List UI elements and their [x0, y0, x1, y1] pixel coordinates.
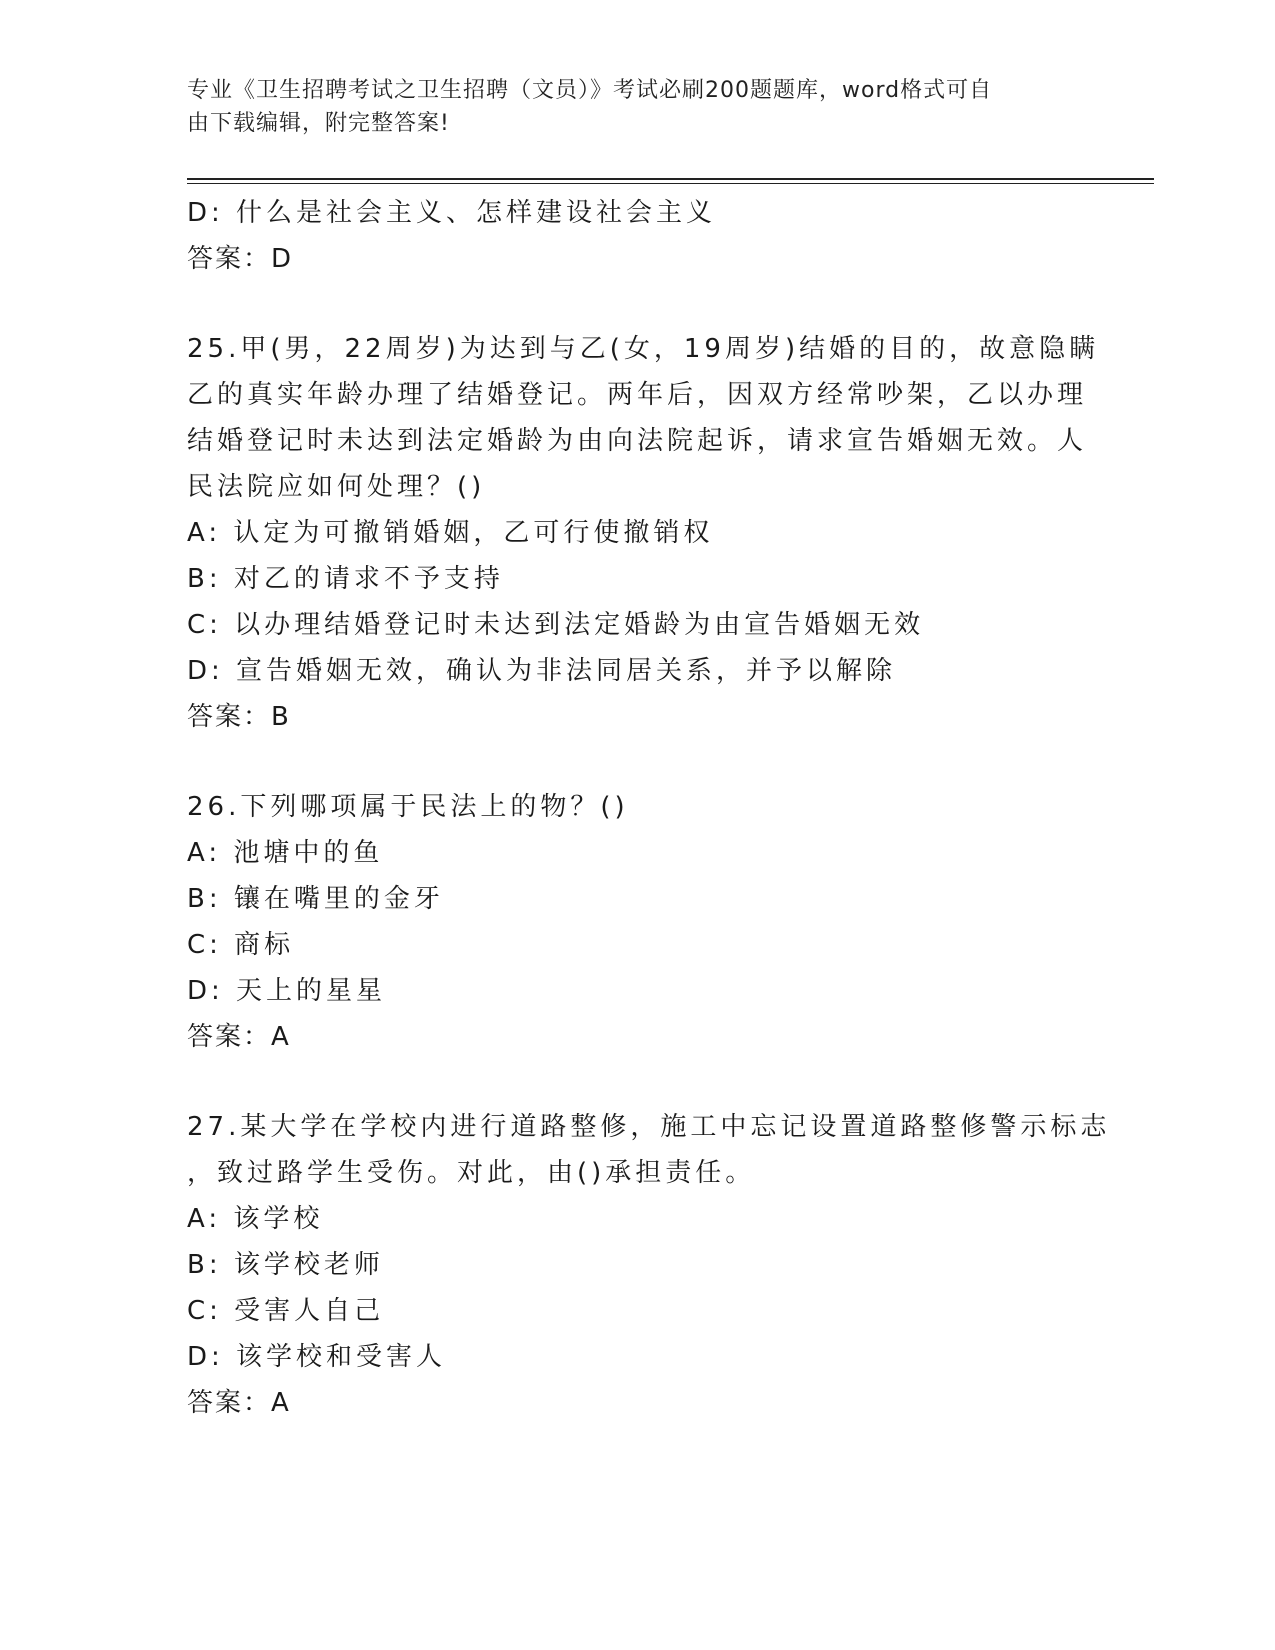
question-stem-line: 25.甲(男，22周岁)为达到与乙(女，19周岁)结婚的目的，故意隐瞒: [187, 334, 1100, 364]
option-c: C: 商标: [187, 930, 295, 960]
question-27: [187, 1104, 1111, 1426]
option-d: D: 该学校和受害人: [187, 1342, 447, 1372]
option-b: B: 该学校老师: [187, 1250, 384, 1280]
question-stem-line: ，致过路学生受伤。对此，由()承担责任。: [187, 1158, 756, 1188]
option-b: B: 对乙的请求不予支持: [187, 564, 504, 594]
question-stem-line: 结婚登记时未达到法定婚龄为由向法院起诉，请求宣告婚姻无效。人: [187, 426, 1088, 456]
spacer: [187, 740, 1087, 784]
option-a: A: 认定为可撤销婚姻，乙可行使撤销权: [187, 518, 714, 548]
option-b: B: 镶在嘴里的金牙: [187, 884, 444, 914]
header-divider-thin: [187, 183, 1154, 184]
option-c: C: 以办理结婚登记时未达到法定婚龄为由宣告婚姻无效: [187, 610, 925, 640]
option-a: A: 池塘中的鱼: [187, 838, 384, 868]
question-stem-line: 乙的真实年龄办理了结婚登记。两年后，因双方经常吵架，乙以办理: [187, 380, 1088, 410]
header-line-1: 专业《卫生招聘考试之卫生招聘（文员）》考试必刷200题题库，word格式可自: [187, 78, 993, 103]
answer: 答案：B: [187, 702, 291, 732]
option-d: D: 天上的星星: [187, 976, 387, 1006]
option-c: C: 受害人自己: [187, 1296, 385, 1326]
question-26: [187, 784, 1087, 1060]
answer: 答案：D: [187, 244, 294, 274]
question-previous: [187, 190, 1087, 282]
spacer: [187, 1060, 1087, 1104]
option-d: D: 什么是社会主义、怎样建设社会主义: [187, 198, 717, 228]
question-stem-line: 民法院应如何处理？(): [187, 472, 486, 502]
option-a: A: 该学校: [187, 1204, 324, 1234]
answer: 答案：A: [187, 1022, 291, 1052]
answer: 答案：A: [187, 1388, 291, 1418]
question-stem-line: 27.某大学在学校内进行道路整修，施工中忘记设置道路整修警示标志: [187, 1112, 1111, 1142]
header-line-2: 由下载编辑，附完整答案!: [187, 111, 450, 136]
document-body: [187, 190, 1111, 1426]
question-stem-line: 26.下列哪项属于民法上的物？(): [187, 792, 629, 822]
option-d: D: 宣告婚姻无效，确认为非法同居关系，并予以解除: [187, 656, 897, 686]
document-header: [187, 74, 1067, 140]
question-25: [187, 326, 1100, 740]
header-divider-thick: [187, 178, 1154, 180]
spacer: [187, 282, 1087, 326]
